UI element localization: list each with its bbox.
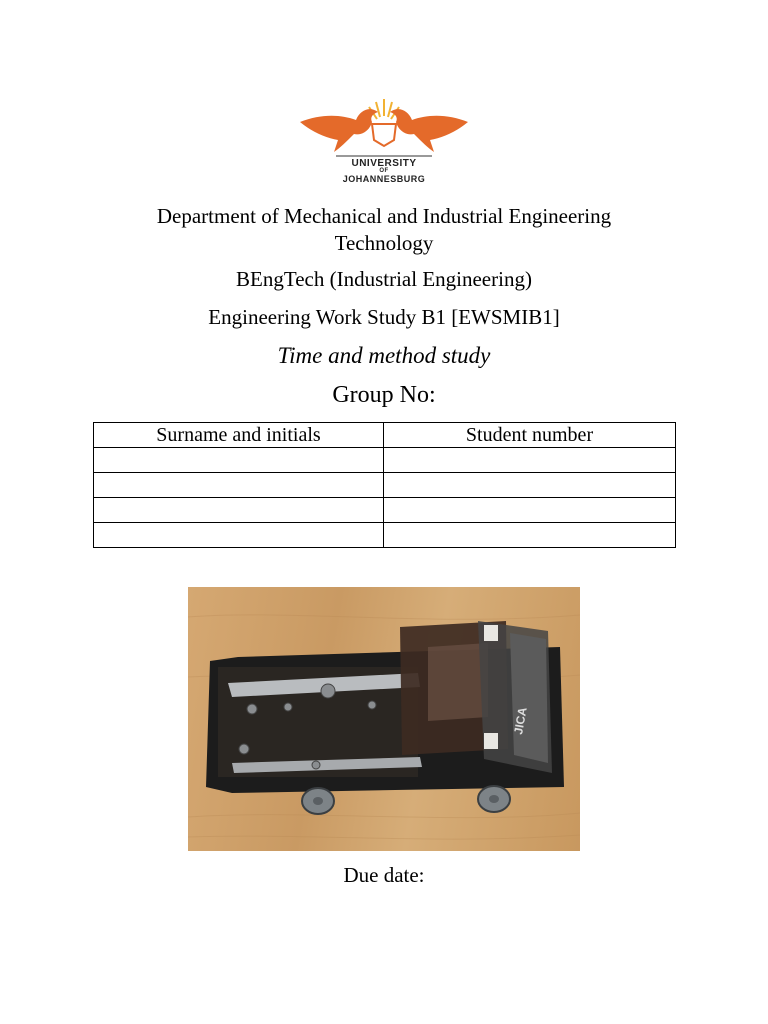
student-number-cell[interactable] — [384, 523, 676, 548]
jig-fixture-photo — [188, 587, 580, 851]
table-row — [94, 523, 676, 548]
department-heading: Department of Mechanical and Industrial Engineering Technology — [156, 204, 612, 255]
table-row — [94, 448, 676, 473]
group-members-table — [93, 422, 676, 548]
logo-text-of: OF — [379, 168, 389, 174]
column-header-student-number: Student number — [384, 423, 676, 448]
course-heading: Engineering Work Study B1 [EWSMIB1] — [208, 305, 560, 329]
column-header-surname: Surname and initials — [94, 423, 384, 448]
group-number-label: Group No: — [332, 382, 436, 408]
table-row — [94, 498, 676, 523]
surname-cell[interactable] — [94, 448, 384, 473]
student-number-cell[interactable] — [384, 473, 676, 498]
programme-heading: BEngTech (Industrial Engineering) — [236, 267, 532, 291]
surname-cell[interactable] — [94, 523, 384, 548]
document-title: Time and method study — [277, 343, 491, 368]
table-header-row — [94, 423, 676, 448]
logo-text-johannesburg: JOHANNESBURG — [342, 174, 426, 184]
university-logo — [296, 96, 472, 186]
table-row — [94, 473, 676, 498]
student-number-cell[interactable] — [384, 448, 676, 473]
jig-fixture-illustration — [188, 587, 580, 851]
university-crest-icon — [296, 96, 472, 158]
student-number-cell[interactable] — [384, 498, 676, 523]
surname-cell[interactable] — [94, 498, 384, 523]
surname-cell[interactable] — [94, 473, 384, 498]
due-date-label: Due date: — [343, 863, 425, 887]
jica-label: JICA — [511, 706, 530, 736]
logo-text-university: UNIVERSITY — [351, 158, 417, 169]
